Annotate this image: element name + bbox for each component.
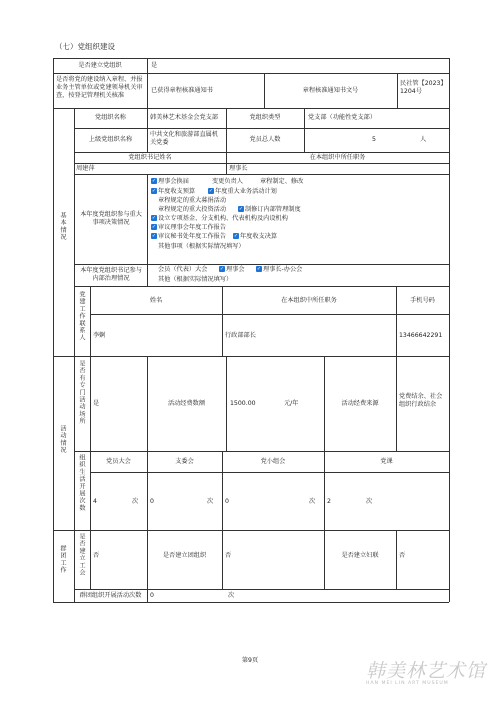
checkbox-checked-icon: ✓ xyxy=(256,266,262,272)
watermark-en: HAN MEI LIN ART MUSEUM xyxy=(366,681,449,686)
meetings-item: 其他（根据实际情况填写） xyxy=(158,276,233,283)
charter-value: 已获得章程核准通知书 xyxy=(151,87,213,94)
checkbox-checked-icon: ✓ xyxy=(151,178,157,184)
life-side-label: 组织生活开展次数 xyxy=(78,454,85,512)
participation-item: 其他事项（根据实际情况填写） xyxy=(158,243,245,250)
participation-item: 章程规定的重大募捐活动 xyxy=(158,197,227,204)
life-header-party-congress: 党员大会 xyxy=(106,458,131,465)
participation-item: ✓ 年度重大业务活动计划 xyxy=(208,188,277,195)
checkbox-checked-icon: ✓ xyxy=(151,215,157,221)
established-value: 是 xyxy=(151,62,158,69)
events-label: 群团组织开展活动次数 xyxy=(79,592,142,599)
established-label: 是否建立党组织 xyxy=(78,62,122,69)
secretary-pos-label: 在本组织中所任职务 xyxy=(309,154,366,161)
checkbox-checked-icon: ✓ xyxy=(151,224,157,230)
meetings-label: 本年度党组织书记参与内部治理情况 xyxy=(80,267,142,282)
participation-label: 本年度党组织参与重大事项决策情况 xyxy=(80,211,142,226)
life-header-party-lecture: 党课 xyxy=(380,458,393,465)
contact-phone-value: 13466642291 xyxy=(399,332,443,339)
participation-item: ✓ 年度收支决算 xyxy=(233,233,278,240)
participation-item: 变更负责人 xyxy=(212,178,243,185)
watermark-cn: 韩美林艺术馆 xyxy=(366,660,487,682)
women-value: 否 xyxy=(399,552,406,559)
checkbox-checked-icon: ✓ xyxy=(219,266,225,272)
participation-item: 章程规定的重大投资活动 xyxy=(158,206,227,213)
youth-label: 是否建立团组织 xyxy=(162,552,207,559)
participation-item: ✓ 设立专项基金、分支机构、代表机构及内设机构 xyxy=(151,215,288,222)
superior-value: 中共文化和旅游部直属机关党委 xyxy=(150,131,219,146)
participation-item: ✓ 理事会换届 xyxy=(151,178,189,185)
org-type-label: 党组织类型 xyxy=(249,114,281,121)
funds-value: 1500.00 xyxy=(230,400,256,407)
venue-side-label: 是否有专门活动场所 xyxy=(78,360,85,425)
life-value-party-lecture: 2 xyxy=(327,498,331,505)
life-unit: 次 xyxy=(309,498,316,505)
org-name-value: 韩美林艺术基金会党支部 xyxy=(150,114,219,121)
union-side-label: 是否建立工会 xyxy=(78,533,85,577)
union-value: 否 xyxy=(93,552,100,559)
youth-value: 否 xyxy=(225,552,232,559)
contact-name-value: 李婀 xyxy=(93,332,106,339)
org-type-value: 党支部（功能性党支部） xyxy=(308,114,377,121)
contact-phone-label: 手机号码 xyxy=(410,297,435,304)
secretary-pos-value: 理事长 xyxy=(229,165,248,172)
contact-side-label: 党建工作联系人 xyxy=(78,291,85,342)
life-unit: 次 xyxy=(207,498,214,505)
members-label: 党员总人数 xyxy=(249,136,281,143)
charter-label: 是否将党的建设纳入章程、并报业务主管单位或党建领导机关审查，按登记管理机关核准 xyxy=(56,76,143,99)
org-name-label: 党组织名称 xyxy=(95,114,126,121)
museum-watermark-logo xyxy=(366,656,496,686)
participation-item: ✓ 制修订内部管理制度 xyxy=(238,206,301,213)
women-label: 是否建立妇联 xyxy=(341,552,379,559)
checkbox-checked-icon: ✓ xyxy=(151,233,157,239)
life-value-branch-committee: 0 xyxy=(150,498,154,505)
life-value-group-meeting: 0 xyxy=(225,498,229,505)
life-unit: 次 xyxy=(366,498,373,505)
meetings-item: 会员（代表）大会 xyxy=(158,266,208,273)
checkbox-checked-icon: ✓ xyxy=(208,188,214,194)
events-value: 0 xyxy=(150,592,154,599)
approval-doc-label: 章程核准通知书文号 xyxy=(302,87,359,94)
participation-item: ✓ 审议理事会年度工作报告 xyxy=(151,224,227,231)
contact-name-label: 姓名 xyxy=(149,297,163,304)
meetings-item: ✓ 理事会 xyxy=(219,266,245,273)
venue-value: 是 xyxy=(93,400,100,407)
members-unit: 人 xyxy=(420,136,427,143)
funds-source-label: 活动经费来源 xyxy=(341,400,379,407)
checkbox-checked-icon: ✓ xyxy=(238,206,244,212)
checkbox-checked-icon: ✓ xyxy=(233,233,239,239)
meetings-item: ✓ 理事长-办公会 xyxy=(256,266,303,273)
section-title: （七）党组织建设 xyxy=(55,42,115,51)
secretary-name-value: 周建萍 xyxy=(76,165,95,172)
page-number: 第9页 xyxy=(241,657,259,664)
members-value: 5 xyxy=(372,136,376,143)
life-unit: 次 xyxy=(132,498,139,505)
funds-label: 活动经费数额 xyxy=(167,400,206,407)
participation-item: 章程制定、修改 xyxy=(260,178,304,185)
contact-pos-value: 行政部部长 xyxy=(225,332,256,339)
approval-doc-value: 民社管【2023】1204号 xyxy=(400,80,447,95)
participation-item: ✓ 审议秘书处年度工作报告 xyxy=(151,233,227,240)
life-header-branch-committee: 支委会 xyxy=(175,458,194,465)
events-unit: 次 xyxy=(228,592,235,599)
funds-unit: 元/年 xyxy=(284,400,299,407)
activity-side-label: 活动情况 xyxy=(59,425,66,454)
contact-pos-label: 在本组织中所任职务 xyxy=(281,297,337,304)
participation-item: ✓ 年度收支预算 xyxy=(151,188,196,195)
life-header-group-meeting: 党小组会 xyxy=(260,458,286,465)
secretary-name-label: 党组织书记姓名 xyxy=(128,154,172,161)
checkbox-checked-icon: ✓ xyxy=(151,188,157,194)
basic-side-label: 基本情况 xyxy=(59,212,66,241)
life-value-party-congress: 4 xyxy=(93,498,97,505)
mass-side-label: 群团工作 xyxy=(59,545,66,574)
funds-source-value: 党费结余、社会组织行政结余 xyxy=(399,393,443,408)
superior-label: 上级党组织名称 xyxy=(88,136,133,143)
